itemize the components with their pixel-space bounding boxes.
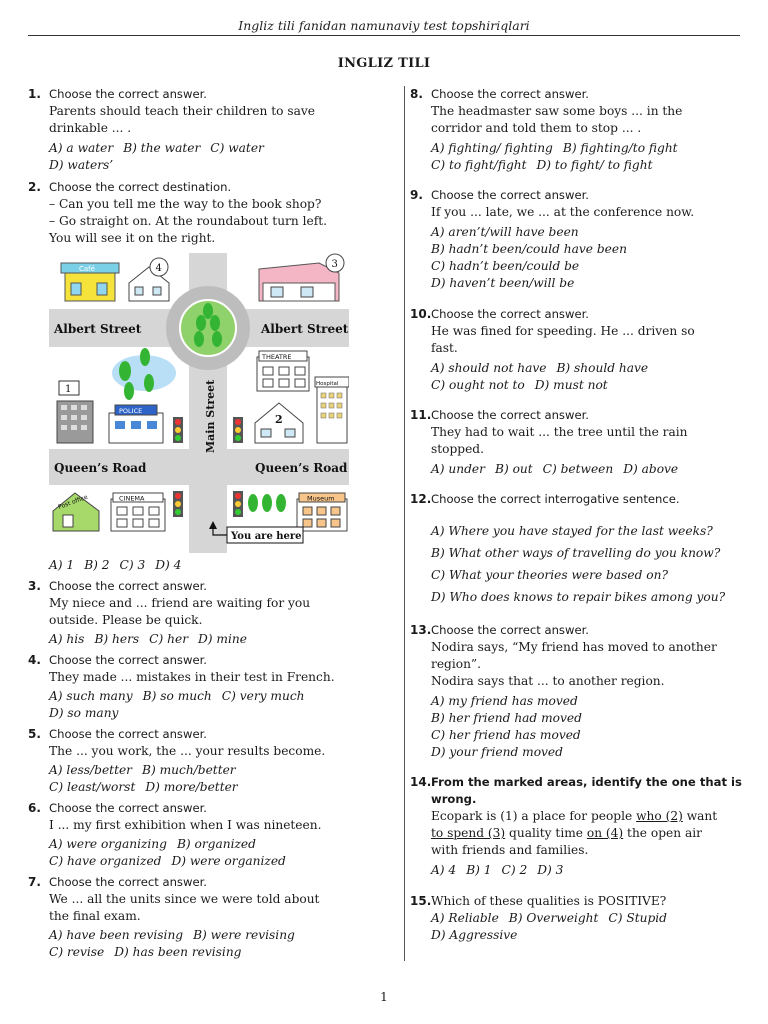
question-stem-line: Nodira says, “My friend has moved to another: [431, 640, 717, 654]
question-11: [410, 407, 755, 478]
header-rule: [28, 35, 740, 36]
cafe-building: [61, 263, 119, 301]
post-office-label: Post office: [57, 493, 89, 511]
option-c[interactable]: C) least/worst: [49, 780, 136, 794]
question-stem-line: We ... all the units since we were told about: [49, 892, 320, 906]
question-1: [28, 86, 376, 174]
marker-3: 3: [331, 259, 338, 270]
option-b[interactable]: B) What other ways of travelling do you know?: [431, 546, 721, 560]
option-d[interactable]: D) your friend moved: [431, 745, 563, 759]
marked-area-4: on (4): [586, 826, 624, 840]
marker-4: 4: [155, 263, 162, 274]
question-number: 3.: [28, 579, 41, 593]
stem-part: the open air: [623, 826, 702, 840]
marked-area-2: who (2): [636, 809, 683, 823]
option-c[interactable]: C) 2: [501, 863, 528, 877]
answer-options: [49, 140, 376, 174]
answer-options: [431, 224, 755, 292]
option-a[interactable]: A) under: [431, 462, 485, 476]
option-b[interactable]: B) hers: [94, 632, 140, 646]
question-13: [410, 622, 755, 761]
page-header: Ingliz tili fanidan namunaviy test topshiriqlari: [238, 18, 530, 33]
option-a[interactable]: A) a water: [49, 141, 114, 155]
question-number: 15.: [410, 894, 432, 908]
question-10: [410, 306, 755, 394]
question-stem-line: – Can you tell me the way to the book shop?: [49, 197, 322, 211]
question-stem-line: The headmaster saw some boys ... in the: [431, 104, 683, 118]
option-d[interactable]: D) to fight/ to fight: [536, 158, 653, 172]
question-number: 4.: [28, 653, 41, 667]
option-d[interactable]: D) 3: [537, 863, 564, 877]
museum-label: Museum: [307, 494, 335, 503]
question-instruction: Choose the correct answer.: [431, 307, 589, 321]
question-number: 11.: [410, 408, 432, 422]
option-b[interactable]: B) fighting/to fight: [562, 141, 678, 155]
museum-building: [297, 493, 347, 531]
question-instruction: Which of these qualities is POSITIVE?: [431, 894, 667, 908]
question-stem-line: drinkable ... .: [49, 121, 132, 135]
question-stem-line: corridor and told them to stop ... .: [431, 121, 642, 135]
question-stem-line: Parents should teach their children to save: [49, 104, 315, 118]
question-number: 8.: [410, 87, 423, 101]
marker-2: 2: [275, 413, 283, 426]
option-b[interactable]: B) so much: [142, 689, 212, 703]
option-a[interactable]: A) less/better: [49, 763, 133, 777]
question-stem-line: [431, 808, 755, 825]
option-d[interactable]: D) above: [623, 462, 679, 476]
question-stem-line: They had to wait ... the tree until the rain: [431, 425, 688, 439]
question-number: 13.: [410, 623, 432, 637]
street-trees: [248, 494, 286, 512]
question-8: [410, 86, 755, 174]
question-instruction: Choose the correct answer.: [49, 727, 207, 741]
option-a[interactable]: A) such many: [49, 689, 133, 703]
stem-part: quality time: [505, 826, 587, 840]
question-instruction: Choose the correct answer.: [49, 801, 207, 815]
option-b[interactable]: B) 1: [466, 863, 492, 877]
option-d[interactable]: D) more/better: [145, 780, 238, 794]
answer-options: [49, 631, 376, 648]
question-5: [28, 726, 376, 796]
option-a[interactable]: A) Reliable: [431, 911, 499, 925]
question-stem-line: The ... you work, the ... your results become.: [49, 744, 326, 758]
answer-options: [431, 360, 755, 394]
option-d[interactable]: D) Who does knows to repair bikes among you?: [431, 590, 726, 604]
hospital-label: Hospital: [316, 381, 339, 387]
question-instruction: Choose the correct answer.: [49, 653, 207, 667]
option-c[interactable]: C) hadn’t been/could be: [431, 259, 580, 273]
question-15: [410, 893, 755, 944]
cinema-label: CINEMA: [119, 494, 145, 503]
question-4: [28, 652, 376, 722]
option-c[interactable]: C) her friend has moved: [431, 728, 581, 742]
column-divider: [404, 86, 405, 961]
question-number: 10.: [410, 307, 432, 321]
question-number: 6.: [28, 801, 41, 815]
question-number: 9.: [410, 188, 423, 202]
option-c[interactable]: C) her: [149, 632, 189, 646]
police-label: POLICE: [119, 407, 143, 415]
option-c[interactable]: C) to fight/fight: [431, 158, 527, 172]
you-are-here-label: You are here: [231, 531, 302, 542]
option-a[interactable]: A) his: [49, 632, 85, 646]
stem-part: want: [682, 809, 718, 823]
answer-options: [431, 693, 755, 761]
question-instruction: From the marked areas, identify the one that is wrong.: [431, 775, 742, 806]
question-number: 14.: [410, 775, 432, 789]
question-2: [28, 179, 376, 574]
option-c[interactable]: C) 3: [119, 558, 146, 572]
question-number: 5.: [28, 727, 41, 741]
option-c[interactable]: C) Stupid: [608, 911, 667, 925]
option-b[interactable]: B) organized: [176, 837, 256, 851]
option-b[interactable]: B) the water: [123, 141, 201, 155]
question-stem-line: region”.: [431, 657, 482, 671]
theatre-label: THEATRE: [262, 353, 292, 361]
albert-street-label-right: Albert Street: [261, 322, 349, 336]
option-a[interactable]: A) my friend has moved: [431, 694, 578, 708]
answer-options: [431, 520, 755, 608]
option-b[interactable]: B) were revising: [193, 928, 295, 942]
option-d[interactable]: D) has been revising: [114, 945, 242, 959]
city-map-drawing: [49, 253, 349, 553]
option-b[interactable]: B) much/better: [142, 763, 236, 777]
answer-options: [431, 910, 755, 944]
option-c[interactable]: C) ought not to: [431, 378, 525, 392]
option-a[interactable]: A) should not have: [431, 361, 547, 375]
question-stem-line: My niece and ... friend are waiting for you: [49, 596, 311, 610]
question-stem-line: the final exam.: [49, 909, 141, 923]
option-a[interactable]: A) have been revising: [49, 928, 184, 942]
question-9: [410, 187, 755, 292]
option-d[interactable]: D) 4: [155, 558, 182, 572]
question-number: 7.: [28, 875, 41, 889]
question-stem-line: You will see it on the right.: [49, 231, 216, 245]
question-stem-line: If you ... late, we ... at the conference now.: [431, 205, 695, 219]
answer-options: [49, 557, 376, 574]
answer-options: [431, 862, 755, 879]
question-14: [410, 774, 755, 879]
question-instruction: Choose the correct answer.: [49, 875, 207, 889]
option-c[interactable]: C) between: [542, 462, 614, 476]
option-d[interactable]: D) must not: [534, 378, 608, 392]
answer-options: [431, 140, 755, 174]
theatre-building: [257, 351, 309, 391]
option-b[interactable]: B) should have: [556, 361, 649, 375]
question-12: [410, 491, 755, 608]
option-b[interactable]: B) Overweight: [508, 911, 599, 925]
city-map: [49, 253, 349, 553]
cafe-label: Café: [79, 265, 95, 273]
option-c[interactable]: C) What your theories were based on?: [431, 568, 668, 582]
question-instruction: Choose the correct answer.: [431, 623, 589, 637]
option-c[interactable]: C) revise: [49, 945, 105, 959]
option-a[interactable]: A) fighting/ fighting: [431, 141, 553, 155]
answer-options: [431, 461, 755, 478]
question-stem-line: Nodira says that ... to another region.: [431, 674, 665, 688]
question-stem-line: I ... my first exhibition when I was nineteen.: [49, 818, 322, 832]
option-d[interactable]: D) mine: [198, 632, 247, 646]
option-c[interactable]: C) water: [210, 141, 264, 155]
police-building: [109, 405, 163, 443]
option-d[interactable]: D) were organized: [171, 854, 286, 868]
question-stem-line: fast.: [431, 341, 458, 355]
option-b[interactable]: B) her friend had moved: [431, 711, 582, 725]
question-stem-line: stopped.: [431, 442, 484, 456]
option-b[interactable]: B) 2: [84, 558, 110, 572]
question-instruction: Choose the correct answer.: [431, 188, 589, 202]
option-b[interactable]: B) out: [494, 462, 533, 476]
question-7: [28, 874, 376, 961]
option-a[interactable]: A) Where you have stayed for the last weeks?: [431, 524, 713, 538]
hospital-building: [315, 377, 349, 443]
option-a[interactable]: A) were organizing: [49, 837, 167, 851]
question-number: 2.: [28, 180, 41, 194]
cinema-building: [111, 493, 165, 531]
question-instruction: Choose the correct answer.: [431, 87, 589, 101]
question-stem-line: – Go straight on. At the roundabout turn left.: [49, 214, 327, 228]
option-c[interactable]: C) have organized: [49, 854, 162, 868]
option-d[interactable]: D) so many: [49, 706, 119, 720]
marked-area-3: to spend (3): [431, 826, 506, 840]
answer-options: [49, 762, 376, 796]
question-6: [28, 800, 376, 870]
page-title: INGLIZ TILI: [337, 56, 431, 71]
option-a[interactable]: A) 4: [431, 863, 457, 877]
answer-options: [49, 836, 376, 870]
question-instruction: Choose the correct destination.: [49, 180, 232, 194]
question-number: 12.: [410, 492, 432, 506]
option-c[interactable]: C) very much: [221, 689, 305, 703]
option-d[interactable]: D) waters’: [49, 158, 114, 172]
answer-options: [49, 927, 376, 961]
question-stem-line: He was fined for speeding. He ... driven so: [431, 324, 695, 338]
question-stem-line: They made ... mistakes in their test in French.: [49, 670, 335, 684]
question-stem-line: with friends and families.: [431, 843, 589, 857]
answer-options: [49, 688, 376, 722]
option-a[interactable]: A) 1: [49, 558, 75, 572]
question-instruction: Choose the correct answer.: [49, 87, 207, 101]
albert-street-label: Albert Street: [54, 322, 142, 336]
question-instruction: Choose the correct interrogative sentence.: [431, 492, 680, 506]
option-a[interactable]: A) aren’t/will have been: [431, 225, 579, 239]
main-street-label: Main Street: [204, 379, 217, 453]
option-d[interactable]: D) Aggressive: [431, 928, 518, 942]
option-b[interactable]: B) hadn’t been/could have been: [431, 242, 627, 256]
question-number: 1.: [28, 87, 41, 101]
question-stem-line: outside. Please be quick.: [49, 613, 203, 627]
right-column: [410, 86, 755, 944]
left-column: [28, 86, 376, 961]
option-d[interactable]: D) haven’t been/will be: [431, 276, 575, 290]
queens-road-label-right: Queen’s Road: [255, 461, 348, 475]
stem-part: Ecopark is (1) a place for people: [431, 809, 637, 823]
marker-1: 1: [65, 384, 72, 395]
queens-road-label: Queen’s Road: [54, 461, 147, 475]
page-number: 1: [380, 990, 388, 1004]
question-stem-line: [431, 825, 755, 842]
question-instruction: Choose the correct answer.: [49, 579, 207, 593]
question-instruction: Choose the correct answer.: [431, 408, 589, 422]
question-3: [28, 578, 376, 648]
